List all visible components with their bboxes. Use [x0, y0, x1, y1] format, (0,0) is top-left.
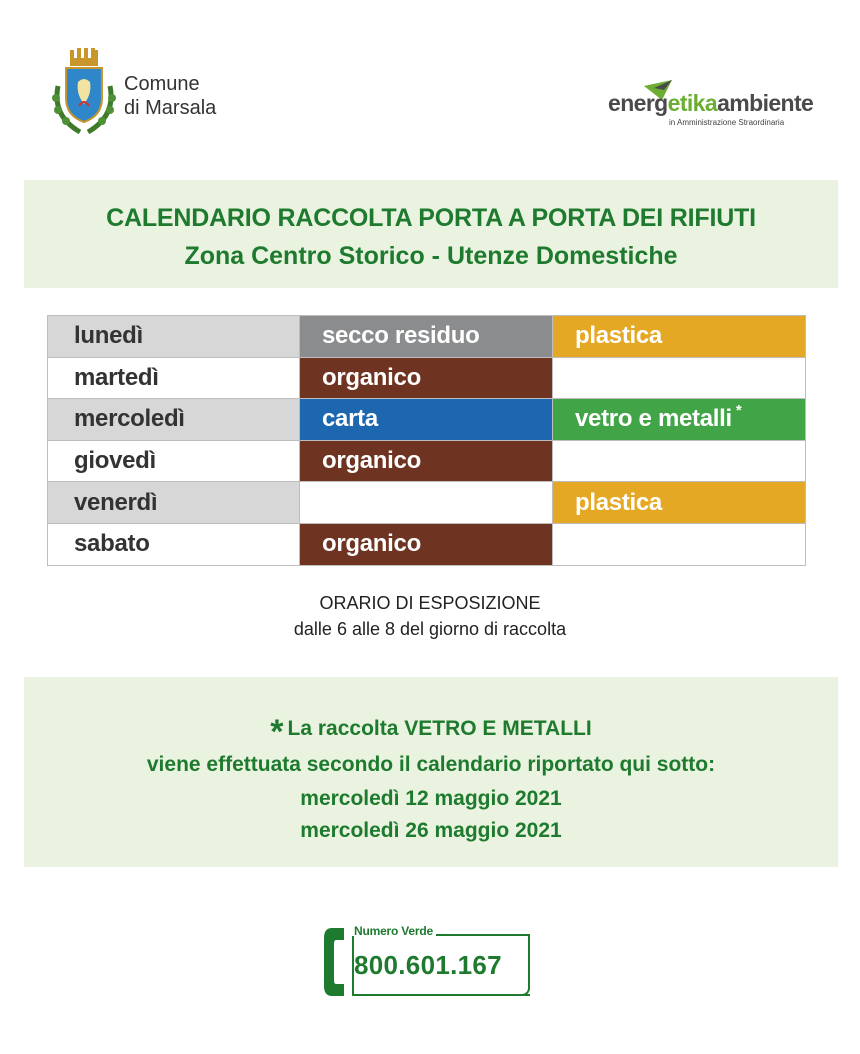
calendar-row-martedi: [48, 357, 806, 399]
empty-cell: [300, 482, 553, 524]
phone-number: 800.601.167: [354, 950, 502, 980]
orario-detail: dalle 6 alle 8 del giorno di raccolta: [293, 619, 567, 639]
collection-calendar: [47, 315, 806, 566]
note-date-1: mercoledì 12 maggio 2021: [300, 787, 562, 810]
page-title: CALENDARIO RACCOLTA PORTA A PORTA DEI RIFIUTI: [106, 204, 756, 232]
note-line2: viene effettuata secondo il calendario riportato qui sotto:: [146, 753, 716, 776]
day-cell: lunedì: [48, 316, 300, 358]
waste-cell-plastica: plastica: [553, 316, 806, 358]
waste-cell-plastica: plastica: [553, 482, 806, 524]
empty-cell: [553, 357, 806, 399]
note-line1: [24, 713, 838, 752]
note-heading: La raccolta VETRO E METALLI: [287, 717, 592, 740]
energetika-brand: energetikaambiente: [608, 90, 814, 116]
day-cell: martedì: [48, 357, 300, 399]
numero-verde-label: Numero Verde: [354, 924, 433, 938]
comune-line1: Comune: [124, 73, 200, 95]
waste-cell-vetro-metalli: [553, 399, 806, 441]
page-subtitle: Zona Centro Storico - Utenze Domestiche: [184, 242, 678, 270]
comune-logo: [48, 46, 248, 138]
orario-title: ORARIO DI ESPOSIZIONE: [319, 593, 541, 613]
vetro-note-box: [24, 677, 838, 867]
waste-cell-organico: organico: [300, 440, 553, 482]
calendar-row-lunedi: [48, 316, 806, 358]
phone-handset-icon: [322, 926, 350, 998]
waste-cell-secco-residuo: secco residuo: [300, 316, 553, 358]
waste-cell-organico: organico: [300, 357, 553, 399]
day-cell: mercoledì: [48, 399, 300, 441]
empty-cell: [553, 523, 806, 565]
calendar-row-sabato: [48, 523, 806, 565]
energetika-subtitle: in Amministrazione Straordinaria: [669, 118, 785, 127]
vetro-label: vetro e metalli: [575, 405, 732, 433]
orario-esposizione: [0, 590, 860, 642]
day-cell: venerdì: [48, 482, 300, 524]
asterisk-mark: *: [735, 402, 742, 420]
asterisk-mark: *: [270, 713, 284, 751]
marsala-crest-icon: [48, 46, 120, 138]
day-cell: giovedì: [48, 440, 300, 482]
waste-cell-carta: carta: [300, 399, 553, 441]
calendar-row-giovedi: [48, 440, 806, 482]
numero-verde: [322, 920, 534, 1000]
calendar-row-venerdi: [48, 482, 806, 524]
energetika-logo: [606, 78, 816, 132]
title-box: [24, 180, 838, 288]
day-cell: sabato: [48, 523, 300, 565]
note-date-2: mercoledì 26 maggio 2021: [300, 819, 562, 842]
comune-line2: di Marsala: [124, 97, 217, 119]
empty-cell: [553, 440, 806, 482]
waste-cell-organico: organico: [300, 523, 553, 565]
calendar-row-mercoledi: [48, 399, 806, 441]
